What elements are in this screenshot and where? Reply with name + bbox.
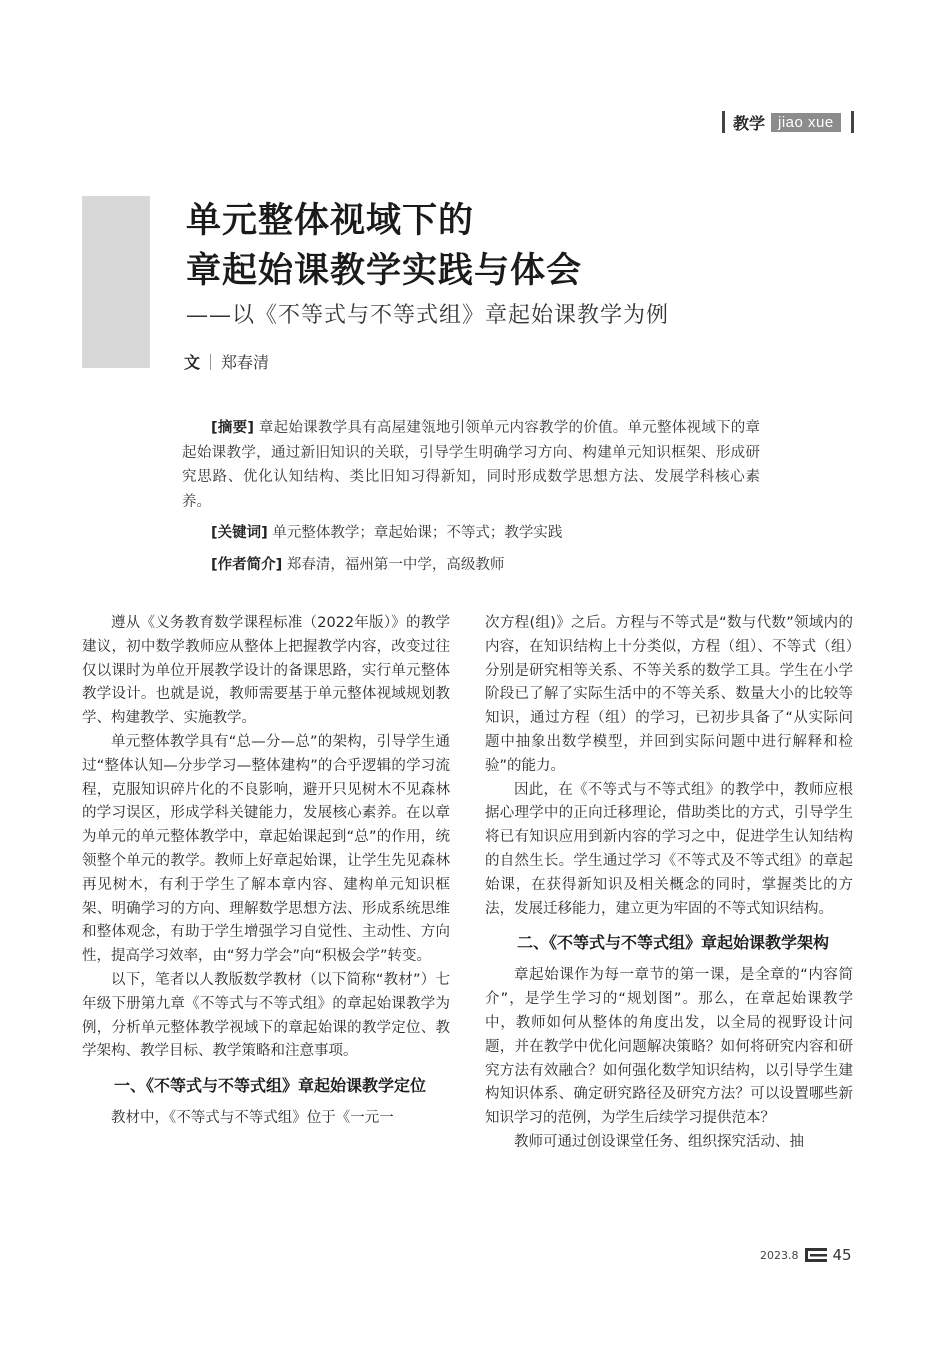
body-paragraph: 章起始课作为每一章节的第一课，是全章的“内容简介”，是学生学习的“规划图”。那么，在章起始课教学中，教师如何从整体的角度出发，以全局的视野设计问题，并在教学中优化问题解决策略？如何将研究内容和研究方法有效融合？如何强化数学知识结构，以引导学生建构知识体系、确定研究路径及研究方法？可以设置哪些新知识学习的范例，为学生后续学习提供范本？: [485, 967, 853, 1127]
keywords-label: [关键词]: [211, 525, 268, 541]
body-column-right: [485, 612, 853, 1155]
author-name: 郑春清: [221, 353, 270, 372]
body-paragraph: 以下，笔者以人教版数学教材（以下简称“教材”）七年级下册第九章《不等式与不等式组》的章起始课教学为例，分析单元整体教学视域下的章起始课的教学定位、教学架构、教学目标、教学策略和注意事项。: [82, 971, 450, 1060]
header-right-bar: [851, 111, 854, 133]
article-subtitle: ——以《不等式与不等式组》章起始课教学为例: [186, 303, 670, 328]
author-label: 文: [184, 353, 201, 372]
author-separator: [210, 354, 211, 370]
category-label: 教学: [733, 113, 766, 133]
issue-date: 2023.8: [760, 1248, 799, 1262]
body-paragraph: 遵从《义务教育数学课程标准（2022年版）》的教学建议，初中数学教师应从整体上把握教学内容，改变过往仅以课时为单位开展教学设计的备课思路，实行单元整体教学设计。也就是说，教师需要基于单元整体视域规划教学、构建教学、实施教学。: [82, 615, 450, 727]
author-line: [184, 350, 269, 373]
title-line-1: 单元整体视域下的: [186, 200, 475, 241]
body-paragraph: 因此，在《不等式与不等式组》的教学中，教师应根据心理学中的正向迁移理论，借助类比的方式，引导学生将已有知识应用到新内容的学习之中，促进学生认知结构的自然生长。学生通过学习《不等式及不等式组》的章起始课，在获得新知识及相关概念的同时，掌握类比的方法，发展迁移能力，建立更为牢固的不等式知识结构。: [485, 781, 853, 917]
title-decoration-block: [82, 196, 150, 368]
page-footer: [760, 1246, 852, 1264]
author-intro-text: 郑春清，福州第一中学，高级教师: [286, 556, 505, 573]
abstract-text: 章起始课教学具有高屋建瓴地引领单元内容教学的价值。单元整体视域下的章起始课教学，通过新旧知识的关联，引导学生明确学习方向、构建单元知识框架、形成研究思路、优化认知结构、类比旧知习得新知，同时形成数学思想方法、发展学科核心素养。: [182, 420, 760, 510]
author-intro-label: [作者简介]: [211, 556, 283, 573]
abstract-block: [182, 416, 760, 577]
section-heading-1: 一、《不等式与不等式组》章起始课教学定位: [114, 1076, 427, 1096]
author-intro-paragraph: [182, 553, 760, 578]
body-paragraph: 单元整体教学具有“总—分—总”的架构，引导学生通过“整体认知—分步学习—整体建构”的合乎逻辑的学习流程，克服知识碎片化的不良影响，避开只见树木不见森林的学习误区，形成学科关键能力，发展核心素养。在以章为单元的单元整体教学中，章起始课起到“总”的作用，统领整个单元的教学。教师上好章起始课，让学生先见森林再见树木，有利于学生了解本章内容、建构单元知识框架、明确学习的方向、理解数学思想方法、形成系统思维和整体观念，有助于学生增强学习自觉性、主动性、方向性，提高学习效率，由“努力学会”向“积极会学”转变。: [82, 733, 450, 965]
body-paragraph: 教师可通过创设课堂任务、组织探究活动、抽: [514, 1133, 804, 1150]
body-paragraph: 教材中，《不等式与不等式组》位于《一元一: [111, 1110, 394, 1127]
title-decoration-notch: [150, 196, 158, 280]
category-pinyin: jiao xue: [771, 113, 841, 132]
article-title: [186, 196, 582, 296]
title-line-2: 章起始课教学实践与体会: [186, 250, 583, 291]
journal-logo-icon: [805, 1248, 827, 1262]
page-number: 45: [832, 1246, 852, 1264]
section-header: [722, 110, 854, 134]
section-heading-2: 二、《不等式与不等式组》章起始课教学架构: [517, 933, 830, 953]
abstract-label: [摘要]: [211, 420, 254, 436]
header-left-bar: [722, 111, 725, 133]
keywords-text: 单元整体教学；章起始课；不等式；教学实践: [272, 525, 563, 541]
body-paragraph: 次方程(组)》之后。方程与不等式是“数与代数”领域内的内容，在知识结构上十分类似，方程（组）、不等式（组）分别是研究相等关系、不等关系的数学工具。学生在小学阶段已了解了实际生活中的不等关系、数量大小的比较等知识，通过方程（组）的学习，已初步具备了“从实际问题中抽象出数学模型，并回到实际问题中进行解释和检验”的能力。: [485, 615, 853, 774]
keywords-paragraph: [182, 521, 760, 546]
body-column-left: [82, 612, 450, 1131]
abstract-paragraph: [182, 416, 760, 514]
